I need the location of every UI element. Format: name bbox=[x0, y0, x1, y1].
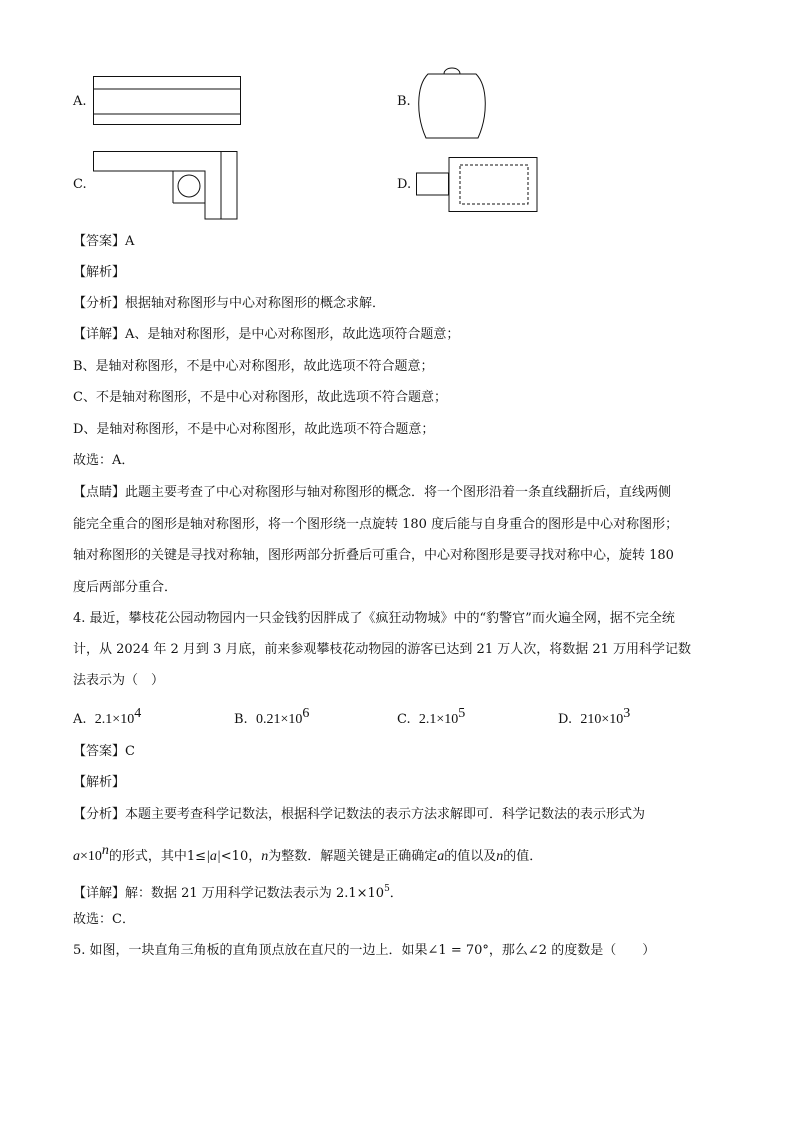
abs-a: |a| bbox=[206, 849, 221, 864]
text: <10， bbox=[220, 849, 262, 864]
q4-choose: 故选：C． bbox=[73, 912, 135, 927]
exp-n: n bbox=[101, 843, 109, 858]
text: 的值． bbox=[503, 849, 543, 864]
choice-letter: C. bbox=[397, 712, 411, 727]
q4-analysis-heading: 【解析】 bbox=[73, 775, 126, 790]
option-a-figure bbox=[93, 76, 243, 128]
q4-choice-d bbox=[558, 706, 630, 728]
q4-stem-2: 计，从 2024 年 2 月到 3 月底，前来参观攀枝花动物园的游客已达到 21 万人次，将数据 21 万用科学记数 bbox=[73, 642, 692, 657]
q4-stem-1: 4. 最近，攀枝花公园动物园内一只金钱豹因胖成了《疯狂动物城》中的“豹警官”而火遍全网，据不完全统 bbox=[73, 611, 675, 626]
q4-fenxi-2 bbox=[73, 841, 542, 867]
text: 为整数．解题关键是正确确定 bbox=[268, 849, 438, 864]
choice-exponent: 4 bbox=[134, 706, 142, 721]
var-a: a bbox=[437, 849, 445, 864]
option-a-label: A. bbox=[73, 94, 87, 109]
exponent: 5 bbox=[384, 884, 390, 894]
q4-fenxi-1: 【分析】本题主要考查科学记数法，根据科学记数法的表示方法求解即可．科学记数法的表示形式为 bbox=[73, 807, 646, 822]
q3-choose: 故选：A． bbox=[73, 453, 135, 468]
choice-mantissa: 2.1×10 bbox=[418, 712, 459, 727]
q3-xiangjie: 【详解】A、是轴对称图形，是中心对称图形，故此选项符合题意； bbox=[73, 327, 460, 342]
q4-choice-b bbox=[234, 706, 309, 728]
option-b-figure bbox=[416, 66, 488, 140]
q3-dianjing-3: 轴对称图形的关键是寻找对称轴，图形两部分折叠后可重合，中心对称图形是要寻找对称中心，旋转 180 bbox=[73, 548, 674, 563]
q4-answer: 【答案】C bbox=[73, 744, 135, 759]
choice-letter: A. bbox=[73, 712, 87, 727]
q5-stem: 5. 如图，一块直角三角板的直角顶点放在直尺的一边上．如果∠1 = 70°，那么∠2 的度数是（ ） bbox=[73, 943, 656, 958]
var-n: n bbox=[261, 849, 269, 864]
q3-fenxi: 【分析】根据轴对称图形与中心对称图形的概念求解． bbox=[73, 296, 386, 311]
text: 的值以及 bbox=[444, 849, 497, 864]
q3-answer: 【答案】A bbox=[73, 234, 135, 249]
q4-choice-a bbox=[73, 706, 141, 728]
option-d-figure bbox=[416, 157, 540, 213]
q4-choice-c bbox=[397, 706, 465, 728]
q3-analysis-heading: 【解析】 bbox=[73, 265, 126, 280]
q4-xiangjie bbox=[73, 879, 403, 904]
text: 的形式，其中1≤ bbox=[108, 849, 207, 864]
var-n: n bbox=[496, 849, 504, 864]
q3-dianjing-1: 【点睛】此题主要考查了中心对称图形与轴对称图形的概念．将一个图形沿着一条直线翻折后，直线两侧 bbox=[73, 485, 672, 500]
choice-letter: D. bbox=[558, 712, 573, 727]
option-d-label: D. bbox=[397, 177, 412, 192]
choice-letter: B. bbox=[234, 712, 248, 727]
var-a: a bbox=[73, 849, 80, 864]
choice-exponent: 3 bbox=[623, 706, 631, 721]
option-c-figure bbox=[93, 151, 243, 221]
q4-stem-3: 法表示为（ ） bbox=[73, 673, 165, 688]
option-c-label: C. bbox=[73, 177, 87, 192]
choice-mantissa: 210×10 bbox=[580, 712, 624, 727]
option-b-label: B. bbox=[397, 94, 411, 109]
choice-mantissa: 2.1×10 bbox=[94, 712, 135, 727]
choice-exponent: 6 bbox=[302, 706, 310, 721]
times-ten: ×10 bbox=[80, 849, 102, 864]
choice-mantissa: 0.21×10 bbox=[255, 712, 303, 727]
choice-exponent: 5 bbox=[458, 706, 466, 721]
q3-dianjing-4: 度后两部分重合． bbox=[73, 580, 178, 595]
q3-d-line: D、是轴对称图形，不是中心对称图形，故此选项不符合题意； bbox=[73, 422, 435, 437]
q3-b-line: B、是轴对称图形，不是中心对称图形，故此选项不符合题意； bbox=[73, 359, 434, 374]
q3-c-line: C、不是轴对称图形，不是中心对称图形，故此选项不符合题意； bbox=[73, 390, 447, 405]
text: 【详解】解：数据 21 万用科学记数法表示为 2.1×10 bbox=[73, 886, 385, 901]
text: ． bbox=[389, 886, 403, 901]
q3-dianjing-2: 能完全重合的图形是轴对称图形，将一个图形绕一点旋转 180 度后能与自身重合的图形是中心对称图形； bbox=[73, 517, 679, 532]
